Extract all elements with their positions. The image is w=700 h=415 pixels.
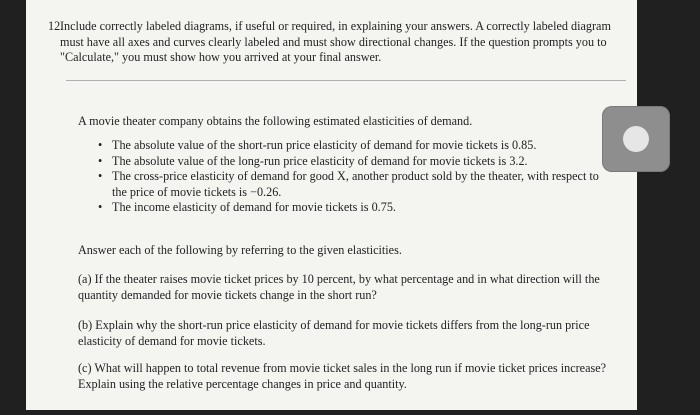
answer-instructions: Answer each of the following by referring to the given elasticities. <box>78 243 402 257</box>
bullet-icon: • <box>98 138 103 152</box>
list-item <box>98 153 602 170</box>
section-divider <box>66 80 626 81</box>
list-item <box>98 200 602 216</box>
list-item <box>98 169 602 200</box>
instructions-text: Include correctly labeled diagrams, if useful or required, in explaining your answers. A correctly labeled diagram must have all axes and curves clearly labeled and must show directional changes. If the question prompts you to "Calculate," you must show how you arrived at your final answer. <box>60 19 611 65</box>
list-item-text: The absolute value of the short-run price elasticity of demand for movie tickets is 0.85. <box>112 138 537 152</box>
list-item-text: The cross-price elasticity of demand for good X, another product sold by the theater, with respect to the price of movie tickets is −0.26. <box>112 169 599 199</box>
list-item <box>98 138 602 154</box>
bullet-icon: • <box>98 169 103 184</box>
bullet-icon: • <box>98 200 103 215</box>
document-page <box>26 0 637 410</box>
question-instructions <box>48 19 620 66</box>
question-part-a: (a) If the theater raises movie ticket prices by 10 percent, by what percentage and in what direction will the quantity demanded for movie tickets change in the short run? <box>78 272 600 302</box>
bullet-icon: • <box>98 153 103 168</box>
list-item-text: The income elasticity of demand for movie tickets is 0.75. <box>112 200 396 215</box>
question-number: 12. <box>48 19 64 33</box>
question-part-c: (c) What will happen to total revenue from movie ticket sales in the long run if movie ticket prices increase? Explain using the relative percentage changes in price and quantity. <box>78 361 607 391</box>
elasticity-list <box>98 138 602 216</box>
scenario-intro: A movie theater company obtains the following estimated elasticities of demand. <box>78 114 473 128</box>
circle-knob <box>623 126 649 152</box>
question-part-b: (b) Explain why the short-run price elasticity of demand for movie tickets differs from the long-run price elasticity of demand for movie tickets. <box>78 318 590 348</box>
list-item-text: The absolute value of the long-run price elasticity of demand for movie tickets is 3.2. <box>112 153 528 168</box>
circle-button-icon[interactable] <box>602 106 670 172</box>
